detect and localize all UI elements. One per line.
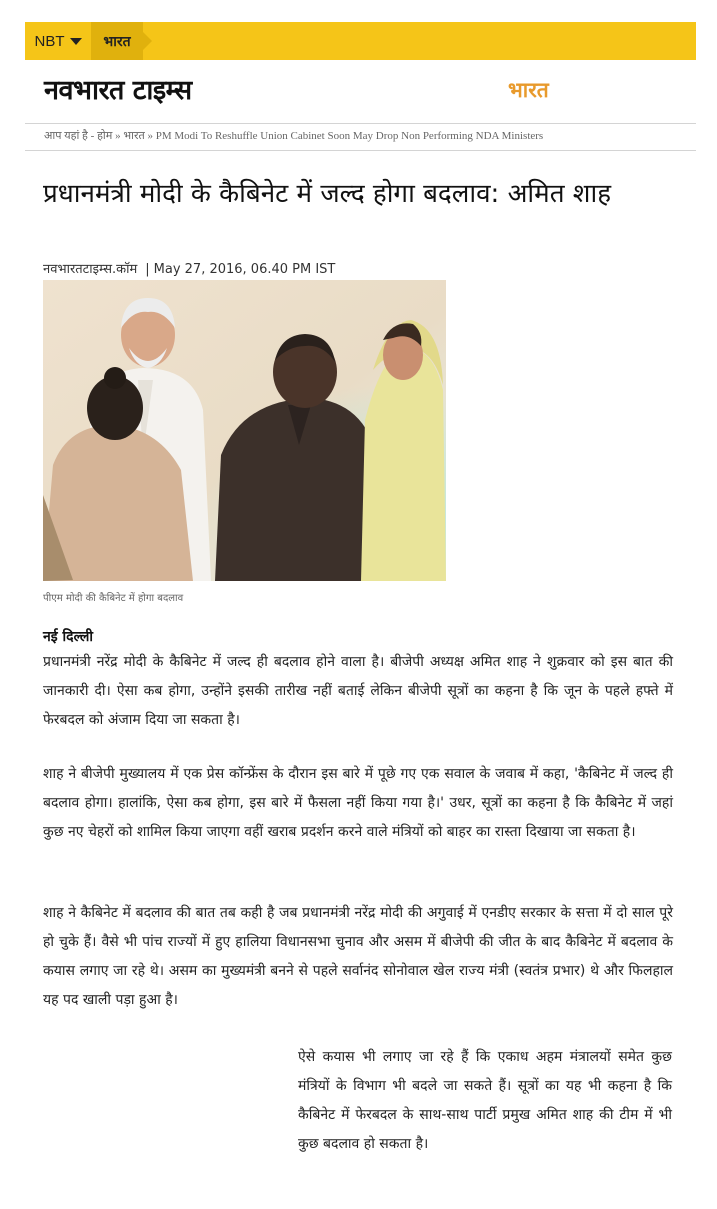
caret-down-icon xyxy=(70,38,82,45)
divider xyxy=(25,123,696,124)
breadcrumb-prefix: आप यहां है - xyxy=(44,130,95,142)
article-photo xyxy=(43,280,446,581)
article-paragraph: ऐसे कयास भी लगाए जा रहे हैं कि एकाध अहम मंत्रालयों समेत कुछ मंत्रियों के विभाग भी बदले जा सकते हैं। सूत्रों का यह भी कहना है कि कैबिनेट में फेरबदल के साथ-साथ पार्टी प्रमुख अमित शाह की टीम में भी कुछ बदलाव हो सकता है। xyxy=(298,1049,672,1152)
breadcrumb-separator: » xyxy=(147,130,153,142)
nbt-menu-label: NBT xyxy=(34,32,65,50)
site-logo[interactable]: नवभारत टाइम्स xyxy=(44,75,192,106)
section-title: भारत xyxy=(508,78,549,102)
byline-source: नवभारतटाइम्स.कॉम xyxy=(43,262,138,277)
image-caption: पीएम मोदी की कैबिनेट में होगा बदलाव xyxy=(43,593,184,604)
article-headline: प्रधानमंत्री मोदी के कैबिनेट में जल्द होगा बदलाव: अमित शाह xyxy=(43,179,612,209)
byline-separator: | xyxy=(145,262,150,277)
divider xyxy=(25,150,696,151)
breadcrumb-current: PM Modi To Reshuffle Union Cabinet Soon May Drop Non Performing NDA Ministers xyxy=(155,130,544,142)
article-paragraph: प्रधानमंत्री नरेंद्र मोदी के कैबिनेट में जल्द ही बदलाव होने वाला है। बीजेपी अध्यक्ष अमित शाह ने शुक्रवार को इस बात की जानकारी दी। ऐसा कब होगा, उन्होंने इसकी तारीख नहीं बताई लेकिन बीजेपी सूत्रों का कहना है कि जून के पहले हफ्ते में फेरबदल को अंजाम दिया जा सकता है। xyxy=(43,654,673,728)
breadcrumb xyxy=(44,128,684,143)
top-nav-bar xyxy=(25,22,696,60)
article-paragraph: शाह ने बीजेपी मुख्यालय में एक प्रेस कॉन्फ्रेंस के दौरान इस बारे में पूछे गए एक सवाल के जवाब में कहा, 'कैबिनेट में जल्द ही बदलाव होगा। हालांकि, ऐसा कब होगा, इस बारे में फैसला नहीं किया गया है।' उधर, सूत्रों का कहना है कि कैबिनेट में जहां कुछ नए चेहरों को शामिल किया जाएगा वहीं खराब प्रदर्शन करने वाले मंत्रियों को बाहर का रास्ता दिखाया जा सकता है। xyxy=(43,766,673,840)
article-paragraph: शाह ने कैबिनेट में बदलाव की बात तब कही है जब प्रधानमंत्री नरेंद्र मोदी की अगुवाई में एनडीए सरकार के सत्ता में दो साल पूरे हो चुके हैं। वैसे भी पांच राज्यों में हुए हालिया विधानसभा चुनाव और असम में बीजेपी की जीत के बाद कैबिनेट में बदलाव के कयास लगाए जा रहे थे। असम का मुख्यमंत्री बनने से पहले सर्वानंद सोनोवाल खेल राज्य मंत्री (स्वतंत्र प्रभार) थे और फिलहाल यह पद खाली पड़ा हुआ है। xyxy=(43,905,673,1008)
article-dateline: नई दिल्ली xyxy=(43,629,94,645)
article-byline xyxy=(43,259,335,277)
section-tab[interactable]: भारत xyxy=(91,22,143,60)
breadcrumb-section-link[interactable]: भारत xyxy=(123,130,145,142)
nbt-menu-button[interactable] xyxy=(25,22,91,60)
byline-timestamp: May 27, 2016, 06.40 PM IST xyxy=(153,262,336,277)
breadcrumb-separator: » xyxy=(115,130,121,142)
breadcrumb-home-link[interactable]: होम xyxy=(97,130,113,142)
